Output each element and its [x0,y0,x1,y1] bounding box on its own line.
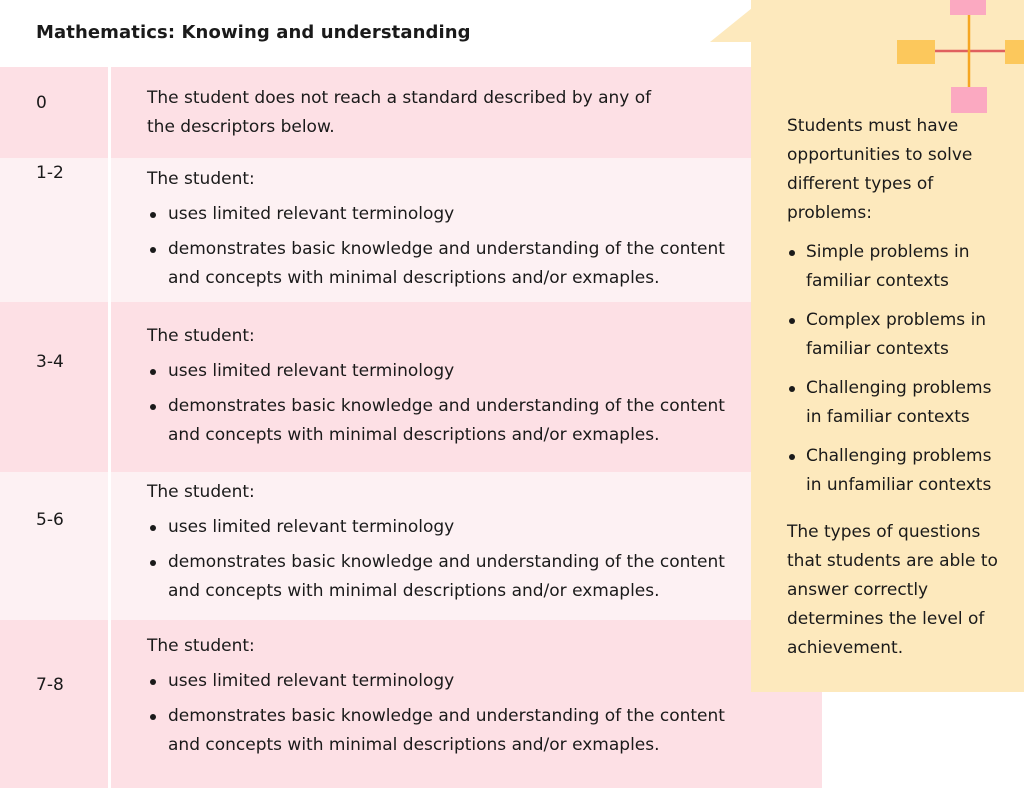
note-summary: The types of questions that students are able to answer correctly determines the level of achievement. [787,522,998,658]
list-item: uses limited relevant terminology [147,513,747,542]
score-cell: 3-4 [36,352,64,372]
list-item: demonstrates basic knowledge and understanding of the content and concepts with minimal descriptions and/or exmaples. [147,548,747,606]
descriptor-list [147,667,747,760]
list-item: Challenging problems in familiar contexts [787,374,1009,432]
descriptor-list [147,357,747,450]
list-item: uses limited relevant terminology [147,357,747,386]
page-title: Mathematics: Knowing and understanding [36,22,471,43]
score-cell: 7-8 [36,675,64,695]
table-row [0,302,822,472]
list-item: demonstrates basic knowledge and understanding of the content and concepts with minimal descriptions and/or exmaples. [147,235,747,293]
table-row [0,158,822,302]
column-divider [108,158,111,302]
descriptor-intro: The student: [147,169,255,189]
list-item: demonstrates basic knowledge and understanding of the content and concepts with minimal descriptions and/or exmaples. [147,702,747,760]
descriptor-cell [147,84,667,142]
pink-tab-top [950,0,986,15]
table-row [0,472,822,620]
descriptor-intro: The student: [147,482,255,502]
pinned-tabs-icon [895,0,1024,114]
score-cell: 0 [36,93,47,113]
descriptor-list [147,200,747,293]
list-item: Challenging problems in unfamiliar contexts [787,442,1009,500]
column-divider [108,302,111,472]
yellow-tab-right [1005,40,1024,64]
descriptor-cell [147,632,747,766]
descriptor-cell [147,165,747,299]
score-cell: 1-2 [36,163,64,183]
note-intro: Students must have opportunities to solve different types of problems: [787,116,973,223]
column-divider [108,620,111,788]
list-item: uses limited relevant terminology [147,667,747,696]
column-divider [108,472,111,620]
descriptor-intro: The student does not reach a standard described by any of the descriptors below. [147,88,652,137]
descriptor-intro: The student: [147,326,255,346]
table-row [0,67,822,158]
yellow-tab-left [897,40,935,64]
descriptor-intro: The student: [147,636,255,656]
score-cell: 5-6 [36,510,64,530]
column-divider [108,67,111,158]
list-item: demonstrates basic knowledge and understanding of the content and concepts with minimal descriptions and/or exmaples. [147,392,747,450]
descriptor-list [147,513,747,606]
descriptor-cell [147,322,747,456]
list-item: uses limited relevant terminology [147,200,747,229]
table-row [0,620,822,788]
problem-types-list [787,238,1009,500]
list-item: Simple problems in familiar contexts [787,238,1009,296]
note-content [787,112,1009,663]
descriptor-cell [147,478,747,612]
list-item: Complex problems in familiar contexts [787,306,1009,364]
rubric-table [0,67,822,788]
pink-tab-bottom [951,87,987,113]
